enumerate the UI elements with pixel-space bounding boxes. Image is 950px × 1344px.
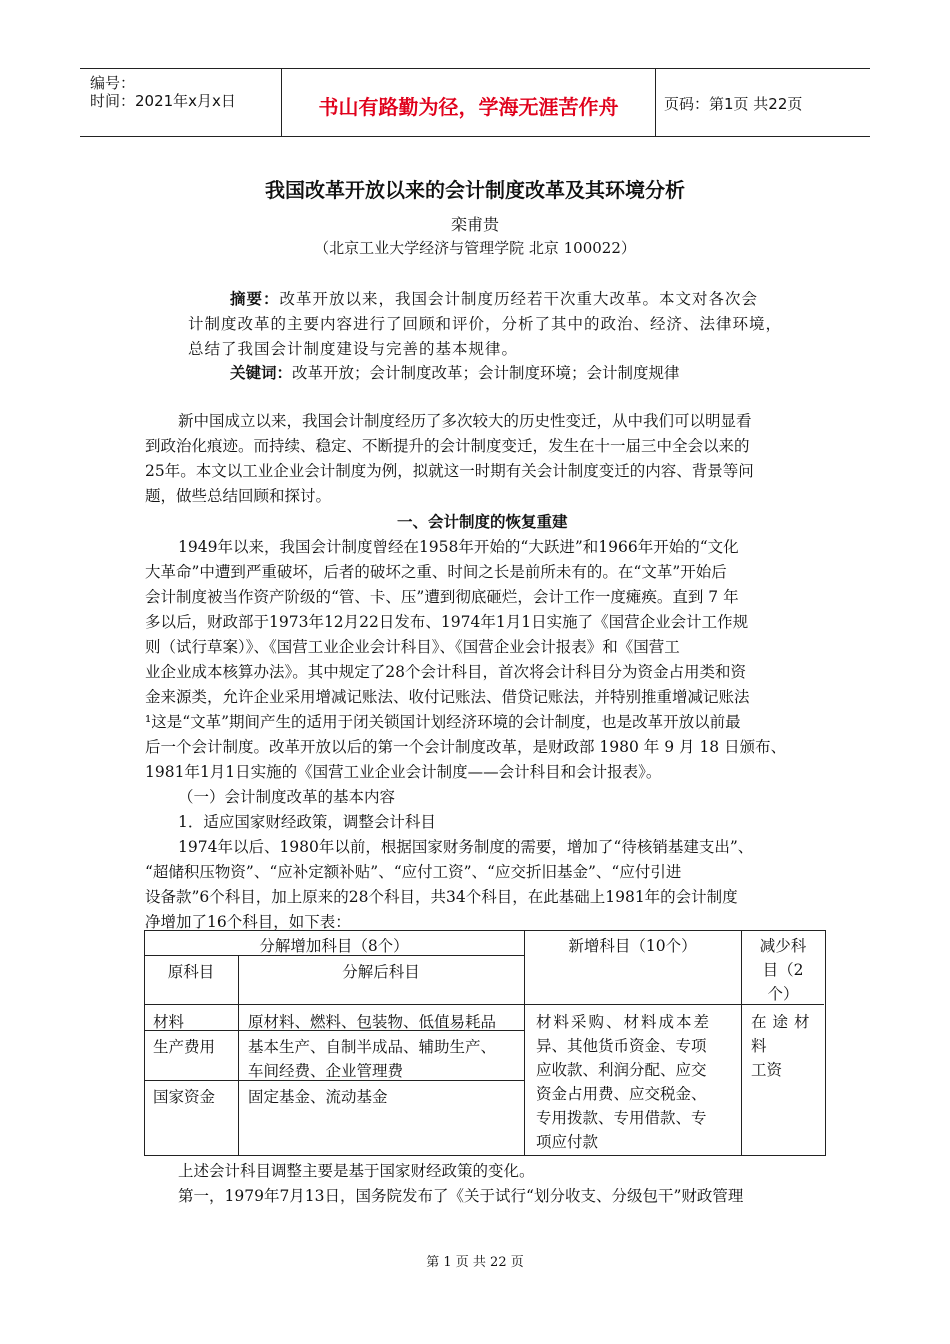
table-cell-orig: 国家资金 bbox=[153, 1088, 216, 1106]
keywords-text: 改革开放；会计制度改革；会计制度环境；会计制度规律 bbox=[292, 364, 680, 382]
table-cell-new: 材料采购、材料成本差 bbox=[536, 1013, 712, 1031]
body-line: 1981年1月1日实施的《国营工业企业会计制度——会计科目和会计报表》。 bbox=[145, 763, 662, 781]
intro-line: 25年。本文以工业企业会计制度为例，拟就这一时期有关会计制度变迁的内容、背景等问 bbox=[145, 462, 754, 480]
table-cell-after: 固定基金、流动基金 bbox=[248, 1088, 388, 1106]
paper-title: 我国改革开放以来的会计制度改革及其环境分析 bbox=[265, 178, 685, 202]
table-cell-after: 车间经费、企业管理费 bbox=[248, 1062, 404, 1080]
intro-line: 到政治化痕迹。而持续、稳定、不断提升的会计制度变迁，发生在十一届三中全会以来的 bbox=[145, 437, 750, 455]
page-footer: 第 1 页 共 22 页 bbox=[426, 1255, 524, 1270]
header-top-rule bbox=[80, 68, 870, 69]
body-line: 第一，1979年7月13日，国务院发布了《关于试行“划分收支、分级包干”财政管理 bbox=[178, 1187, 744, 1205]
table-vline bbox=[238, 955, 239, 1155]
body-line: 多以后，财政部于1973年12月22日发布、1974年1月1日实施了《国营企业会计工作规 bbox=[145, 613, 749, 631]
keywords-line bbox=[230, 361, 680, 383]
abstract-label: 摘要： bbox=[230, 290, 280, 308]
table-cell-after: 基本生产、自制半成品、辅助生产、 bbox=[248, 1038, 497, 1056]
table-cell-new: 项应付款 bbox=[536, 1133, 599, 1151]
body-line: 后一个会计制度。改革开放以后的第一个会计制度改革，是财政部 1980 年 9 月 18 日颁布、 bbox=[145, 738, 787, 756]
table-head-after: 分解后科目 bbox=[342, 963, 420, 981]
body-line: 业企业成本核算办法》。其中规定了28个会计科目，首次将会计科目分为资金占用类和资 bbox=[145, 663, 746, 681]
table-head-reduce: 减少科 bbox=[759, 937, 807, 955]
body-line: 1974年以后、1980年以前，根据国家财务制度的需要，增加了“待核销基建支出”、 bbox=[178, 838, 754, 856]
header-page-label: 页码：第1页 共22页 bbox=[664, 95, 803, 113]
section-heading: 一、会计制度的恢复重建 bbox=[397, 513, 568, 531]
table-cell-after: 原材料、燃料、包装物、低值易耗品 bbox=[248, 1013, 497, 1031]
table-head-new: 新增科目（10个） bbox=[568, 937, 697, 955]
header-bottom-rule bbox=[80, 136, 870, 137]
body-line: 会计制度被当作资产阶级的“管、卡、压”遭到彻底砸烂，会计工作一度瘫痪。直到 7 年 bbox=[145, 588, 739, 606]
body-line: 上述会计科目调整主要是基于国家财经政策的变化。 bbox=[178, 1162, 535, 1180]
body-line: ¹这是“文革”期间产生的适用于闭关锁国计划经济环境的会计制度，也是改革开放以前最 bbox=[145, 713, 741, 731]
table-cell-reduce: 工资 bbox=[751, 1061, 783, 1079]
table-cell-new: 应收款、利润分配、应交 bbox=[536, 1061, 707, 1079]
table-cell-new: 专用拨款、专用借款、专 bbox=[536, 1109, 707, 1127]
paper-affiliation: （北京工业大学经济与管理学院 北京 100022） bbox=[314, 239, 636, 257]
subsection-item: 1．适应国家财经政策，调整会计科目 bbox=[178, 813, 436, 831]
table-head-split: 分解增加科目（8个） bbox=[259, 937, 409, 955]
body-line: 金来源类，允许企业采用增减记账法、收付记账法、借贷记账法，并特别推重增减记账法 bbox=[145, 688, 750, 706]
table-head-reduce: 个） bbox=[767, 985, 799, 1003]
table-cell-new: 异、其他货币资金、专项 bbox=[536, 1037, 707, 1055]
table-cell-orig: 材料 bbox=[153, 1013, 185, 1031]
abstract-line-3: 总结了我国会计制度建设与完善的基本规律。 bbox=[188, 340, 519, 358]
abstract-line-1 bbox=[230, 287, 758, 309]
table-cell-new: 资金占用费、应交税金、 bbox=[536, 1085, 707, 1103]
table-cell-reduce: 料 bbox=[751, 1037, 767, 1055]
table-hline bbox=[144, 1004, 824, 1005]
body-line: 净增加了16个科目，如下表： bbox=[145, 913, 351, 931]
intro-line: 题，做些总结回顾和探讨。 bbox=[145, 487, 332, 505]
paper-author: 栾甫贵 bbox=[450, 215, 499, 234]
abstract-text-1: 改革开放以来，我国会计制度历经若干次重大改革。本文对各次会 bbox=[279, 290, 759, 308]
table-head-orig: 原科目 bbox=[167, 963, 215, 981]
table-cell-reduce: 在途材 bbox=[751, 1013, 816, 1031]
body-line: “超储积压物资”、“应补定额补贴”、“应付工资”、“应交折旧基金”、“应付引进 bbox=[145, 863, 682, 881]
header-divider-right bbox=[655, 68, 656, 136]
subsection-heading: （一）会计制度改革的基本内容 bbox=[178, 788, 396, 806]
abstract-line-2: 计制度改革的主要内容进行了回顾和评价，分析了其中的政治、经济、法律环境， bbox=[188, 315, 783, 333]
table-head-reduce: 目（2 bbox=[762, 961, 804, 979]
body-line: 1949年以来，我国会计制度曾经在1958年开始的“大跃进”和1966年开始的“文化 bbox=[178, 538, 739, 556]
header-number-label: 编号： bbox=[90, 74, 136, 92]
keywords-label: 关键词： bbox=[230, 364, 293, 382]
table-vline bbox=[524, 930, 525, 1155]
body-line: 大革命”中遭到严重破坏，后者的破坏之重、时间之长是前所未有的。在“文革”开始后 bbox=[145, 563, 727, 581]
table-cell-orig: 生产费用 bbox=[153, 1038, 216, 1056]
body-line: 设备款”6个科目，加上原来的28个科目，共34个科目，在此基础上1981年的会计制度 bbox=[145, 888, 738, 906]
intro-line: 新中国成立以来，我国会计制度经历了多次较大的历史性变迁，从中我们可以明显看 bbox=[178, 412, 752, 430]
header-date-label: 时间：2021年x月x日 bbox=[90, 92, 236, 110]
body-line: 则（试行草案）》、《国营工业企业会计科目》、《国营企业会计报表》和《国营工 bbox=[145, 638, 680, 656]
header-motto: 书山有路勤为径，学海无涯苦作舟 bbox=[318, 95, 619, 119]
